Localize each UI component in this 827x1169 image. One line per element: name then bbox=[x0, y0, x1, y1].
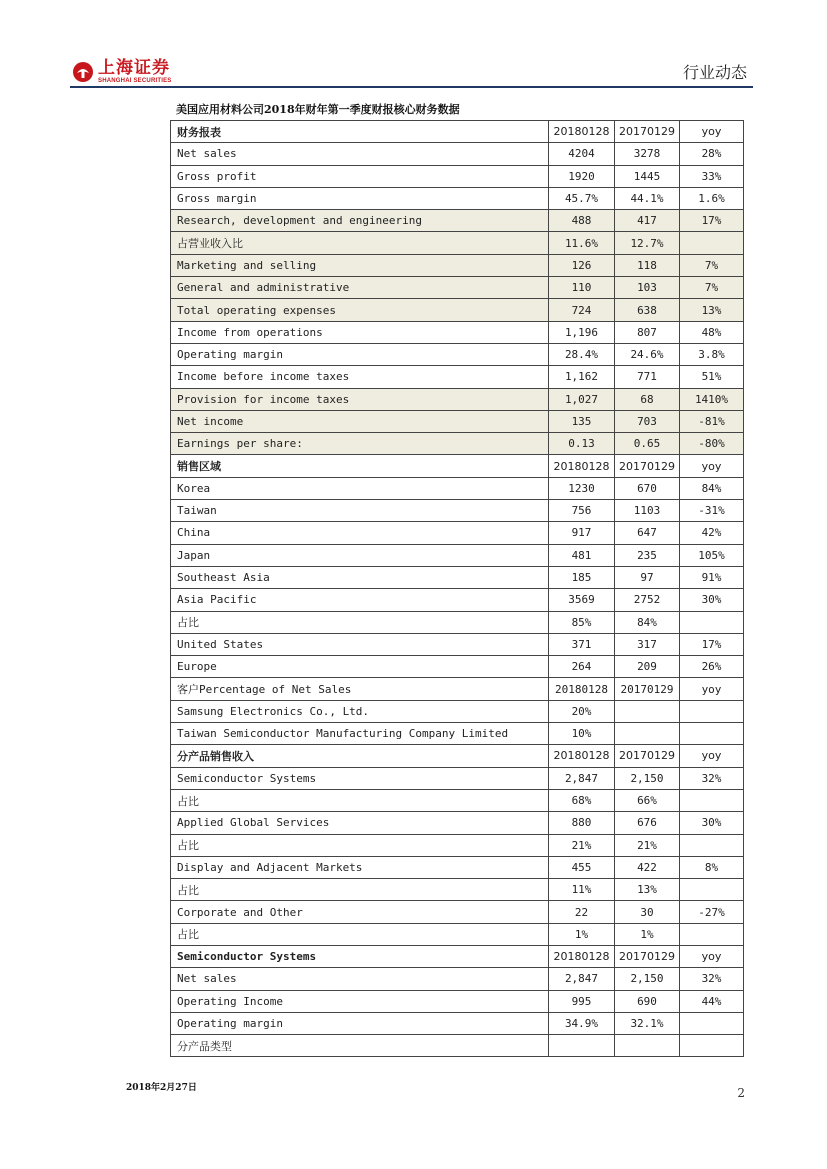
table-row bbox=[171, 633, 744, 655]
yoy-cell: 105% bbox=[680, 544, 744, 566]
table-row bbox=[171, 433, 744, 455]
label-cell: Korea bbox=[171, 477, 549, 499]
value-2017-cell: 807 bbox=[615, 321, 680, 343]
yoy-cell: -81% bbox=[680, 410, 744, 432]
yoy-cell: yoy bbox=[680, 121, 744, 143]
table-row bbox=[171, 789, 744, 811]
value-2018-cell: 11% bbox=[549, 879, 615, 901]
label-cell: Gross margin bbox=[171, 187, 549, 209]
yoy-cell: yoy bbox=[680, 945, 744, 967]
yoy-cell: 30% bbox=[680, 812, 744, 834]
yoy-cell bbox=[680, 232, 744, 254]
financial-data-table bbox=[170, 120, 744, 1057]
yoy-cell: 3.8% bbox=[680, 343, 744, 365]
value-2018-cell: 488 bbox=[549, 210, 615, 232]
label-cell: 占营业收入比 bbox=[171, 232, 549, 254]
label-cell: 占比 bbox=[171, 789, 549, 811]
value-2018-cell: 724 bbox=[549, 299, 615, 321]
value-2017-cell: 1445 bbox=[615, 165, 680, 187]
value-2017-cell: 417 bbox=[615, 210, 680, 232]
value-2018-cell: 1,027 bbox=[549, 388, 615, 410]
yoy-cell: 1410% bbox=[680, 388, 744, 410]
value-2018-cell: 880 bbox=[549, 812, 615, 834]
yoy-cell bbox=[680, 879, 744, 901]
table-row bbox=[171, 477, 744, 499]
value-2018-cell: 1,196 bbox=[549, 321, 615, 343]
value-2018-cell: 481 bbox=[549, 544, 615, 566]
value-2018-cell: 110 bbox=[549, 277, 615, 299]
value-2017-cell: 21% bbox=[615, 834, 680, 856]
value-2018-cell: 20180128 bbox=[549, 455, 615, 477]
table-row bbox=[171, 968, 744, 990]
label-cell: 分产品销售收入 bbox=[171, 745, 549, 767]
yoy-cell: -80% bbox=[680, 433, 744, 455]
value-2017-cell: 0.65 bbox=[615, 433, 680, 455]
value-2018-cell: 11.6% bbox=[549, 232, 615, 254]
table-row bbox=[171, 879, 744, 901]
label-cell: Applied Global Services bbox=[171, 812, 549, 834]
table-row bbox=[171, 611, 744, 633]
label-cell: Provision for income taxes bbox=[171, 388, 549, 410]
value-2017-cell: 235 bbox=[615, 544, 680, 566]
section-title: 行业动态 bbox=[682, 63, 747, 82]
value-2017-cell bbox=[615, 723, 680, 745]
value-2017-cell: 13% bbox=[615, 879, 680, 901]
value-2018-cell: 756 bbox=[549, 500, 615, 522]
yoy-cell: 17% bbox=[680, 633, 744, 655]
table-row bbox=[171, 165, 744, 187]
label-cell: Taiwan bbox=[171, 500, 549, 522]
table-row bbox=[171, 767, 744, 789]
table-row bbox=[171, 254, 744, 276]
table-row bbox=[171, 544, 744, 566]
label-cell: Gross profit bbox=[171, 165, 549, 187]
label-cell: Asia Pacific bbox=[171, 589, 549, 611]
label-cell: Operating Income bbox=[171, 990, 549, 1012]
value-2018-cell: 2,847 bbox=[549, 767, 615, 789]
label-cell: Income from operations bbox=[171, 321, 549, 343]
page-number: 2 bbox=[737, 1086, 745, 1100]
value-2018-cell: 135 bbox=[549, 410, 615, 432]
table-row bbox=[171, 210, 744, 232]
label-cell: Earnings per share: bbox=[171, 433, 549, 455]
yoy-cell: -31% bbox=[680, 500, 744, 522]
label-cell: Europe bbox=[171, 656, 549, 678]
label-cell: 占比 bbox=[171, 879, 549, 901]
value-2017-cell: 1% bbox=[615, 923, 680, 945]
yoy-cell: 84% bbox=[680, 477, 744, 499]
label-cell: China bbox=[171, 522, 549, 544]
table-row bbox=[171, 366, 744, 388]
table-row bbox=[171, 143, 744, 165]
label-cell: 销售区域 bbox=[171, 455, 549, 477]
table-row bbox=[171, 455, 744, 477]
value-2018-cell: 20180128 bbox=[549, 745, 615, 767]
value-2018-cell: 1230 bbox=[549, 477, 615, 499]
yoy-cell: 44% bbox=[680, 990, 744, 1012]
yoy-cell: 7% bbox=[680, 277, 744, 299]
label-cell: Semiconductor Systems bbox=[171, 767, 549, 789]
label-cell: Net sales bbox=[171, 143, 549, 165]
yoy-cell: -27% bbox=[680, 901, 744, 923]
table-row bbox=[171, 812, 744, 834]
yoy-cell: 51% bbox=[680, 366, 744, 388]
yoy-cell: 42% bbox=[680, 522, 744, 544]
report-date: 2018年2月27日 bbox=[126, 1083, 197, 1093]
value-2017-cell: 20170129 bbox=[615, 455, 680, 477]
yoy-cell: 26% bbox=[680, 656, 744, 678]
logo-emblem-icon bbox=[72, 61, 94, 83]
table-row bbox=[171, 1035, 744, 1057]
value-2018-cell: 21% bbox=[549, 834, 615, 856]
value-2018-cell: 1% bbox=[549, 923, 615, 945]
table-row bbox=[171, 700, 744, 722]
value-2018-cell: 68% bbox=[549, 789, 615, 811]
value-2018-cell: 3569 bbox=[549, 589, 615, 611]
yoy-cell bbox=[680, 611, 744, 633]
value-2017-cell: 68 bbox=[615, 388, 680, 410]
value-2018-cell: 371 bbox=[549, 633, 615, 655]
label-cell: Net income bbox=[171, 410, 549, 432]
value-2018-cell: 85% bbox=[549, 611, 615, 633]
value-2017-cell: 24.6% bbox=[615, 343, 680, 365]
table-row bbox=[171, 656, 744, 678]
label-cell: Semiconductor Systems bbox=[171, 945, 549, 967]
label-cell: Net sales bbox=[171, 968, 549, 990]
value-2018-cell: 1920 bbox=[549, 165, 615, 187]
table-row bbox=[171, 1012, 744, 1034]
value-2018-cell: 917 bbox=[549, 522, 615, 544]
company-logo bbox=[72, 60, 171, 84]
yoy-cell: 33% bbox=[680, 165, 744, 187]
label-cell: Taiwan Semiconductor Manufacturing Company Limited bbox=[171, 723, 549, 745]
value-2017-cell: 2,150 bbox=[615, 767, 680, 789]
value-2017-cell: 32.1% bbox=[615, 1012, 680, 1034]
table-row bbox=[171, 343, 744, 365]
table-row bbox=[171, 566, 744, 588]
value-2017-cell: 670 bbox=[615, 477, 680, 499]
value-2018-cell: 45.7% bbox=[549, 187, 615, 209]
value-2018-cell: 995 bbox=[549, 990, 615, 1012]
value-2017-cell: 2,150 bbox=[615, 968, 680, 990]
value-2017-cell: 422 bbox=[615, 856, 680, 878]
yoy-cell: 8% bbox=[680, 856, 744, 878]
value-2017-cell: 209 bbox=[615, 656, 680, 678]
label-cell: Research, development and engineering bbox=[171, 210, 549, 232]
yoy-cell: yoy bbox=[680, 745, 744, 767]
table-row bbox=[171, 187, 744, 209]
table-row bbox=[171, 388, 744, 410]
label-cell: Operating margin bbox=[171, 343, 549, 365]
table-row bbox=[171, 500, 744, 522]
value-2018-cell: 126 bbox=[549, 254, 615, 276]
label-cell: Income before income taxes bbox=[171, 366, 549, 388]
label-cell: Japan bbox=[171, 544, 549, 566]
table-row bbox=[171, 410, 744, 432]
table-row bbox=[171, 723, 744, 745]
label-cell: Corporate and Other bbox=[171, 901, 549, 923]
label-cell: Marketing and selling bbox=[171, 254, 549, 276]
value-2017-cell: 30 bbox=[615, 901, 680, 923]
table-row bbox=[171, 923, 744, 945]
value-2018-cell bbox=[549, 1035, 615, 1057]
value-2017-cell: 638 bbox=[615, 299, 680, 321]
value-2017-cell: 20170129 bbox=[615, 678, 680, 700]
yoy-cell bbox=[680, 834, 744, 856]
label-cell: 占比 bbox=[171, 834, 549, 856]
label-cell: Display and Adjacent Markets bbox=[171, 856, 549, 878]
value-2018-cell: 455 bbox=[549, 856, 615, 878]
value-2017-cell: 118 bbox=[615, 254, 680, 276]
value-2017-cell: 647 bbox=[615, 522, 680, 544]
value-2018-cell: 264 bbox=[549, 656, 615, 678]
value-2018-cell: 28.4% bbox=[549, 343, 615, 365]
header-divider bbox=[70, 86, 753, 88]
value-2018-cell: 20180128 bbox=[549, 121, 615, 143]
label-cell: Samsung Electronics Co., Ltd. bbox=[171, 700, 549, 722]
label-cell: General and administrative bbox=[171, 277, 549, 299]
value-2018-cell: 2,847 bbox=[549, 968, 615, 990]
yoy-cell: 30% bbox=[680, 589, 744, 611]
yoy-cell: yoy bbox=[680, 678, 744, 700]
value-2017-cell: 20170129 bbox=[615, 121, 680, 143]
table-row bbox=[171, 990, 744, 1012]
value-2017-cell: 20170129 bbox=[615, 745, 680, 767]
yoy-cell: yoy bbox=[680, 455, 744, 477]
label-cell: 财务报表 bbox=[171, 121, 549, 143]
table-row bbox=[171, 745, 744, 767]
value-2018-cell: 20% bbox=[549, 700, 615, 722]
table-row bbox=[171, 589, 744, 611]
table-row bbox=[171, 901, 744, 923]
value-2018-cell: 20180128 bbox=[549, 678, 615, 700]
value-2018-cell: 22 bbox=[549, 901, 615, 923]
label-cell: Southeast Asia bbox=[171, 566, 549, 588]
yoy-cell bbox=[680, 1012, 744, 1034]
label-cell: Total operating expenses bbox=[171, 299, 549, 321]
yoy-cell: 28% bbox=[680, 143, 744, 165]
value-2017-cell bbox=[615, 700, 680, 722]
table-row bbox=[171, 856, 744, 878]
value-2018-cell: 0.13 bbox=[549, 433, 615, 455]
label-cell: 分产品类型 bbox=[171, 1035, 549, 1057]
yoy-cell bbox=[680, 1035, 744, 1057]
value-2017-cell: 20170129 bbox=[615, 945, 680, 967]
yoy-cell bbox=[680, 789, 744, 811]
yoy-cell: 91% bbox=[680, 566, 744, 588]
logo-en-text: SHANGHAI SECURITIES bbox=[98, 78, 172, 84]
value-2018-cell: 10% bbox=[549, 723, 615, 745]
value-2018-cell: 20180128 bbox=[549, 945, 615, 967]
label-cell: United States bbox=[171, 633, 549, 655]
table-row bbox=[171, 299, 744, 321]
value-2018-cell: 185 bbox=[549, 566, 615, 588]
logo-cn-text: 上海证券 bbox=[98, 58, 170, 78]
value-2017-cell: 2752 bbox=[615, 589, 680, 611]
yoy-cell: 32% bbox=[680, 968, 744, 990]
table-row bbox=[171, 678, 744, 700]
table-row bbox=[171, 321, 744, 343]
value-2017-cell: 12.7% bbox=[615, 232, 680, 254]
value-2017-cell: 690 bbox=[615, 990, 680, 1012]
table-row bbox=[171, 232, 744, 254]
yoy-cell bbox=[680, 700, 744, 722]
label-cell: 占比 bbox=[171, 611, 549, 633]
table-body bbox=[171, 121, 744, 1057]
yoy-cell: 1.6% bbox=[680, 187, 744, 209]
value-2017-cell: 703 bbox=[615, 410, 680, 432]
yoy-cell bbox=[680, 923, 744, 945]
table-row bbox=[171, 834, 744, 856]
value-2017-cell: 771 bbox=[615, 366, 680, 388]
table-row bbox=[171, 522, 744, 544]
table-row bbox=[171, 121, 744, 143]
label-cell: 占比 bbox=[171, 923, 549, 945]
table-row bbox=[171, 277, 744, 299]
table-row bbox=[171, 945, 744, 967]
value-2017-cell: 317 bbox=[615, 633, 680, 655]
yoy-cell: 13% bbox=[680, 299, 744, 321]
value-2017-cell: 44.1% bbox=[615, 187, 680, 209]
yoy-cell bbox=[680, 723, 744, 745]
value-2018-cell: 34.9% bbox=[549, 1012, 615, 1034]
yoy-cell: 7% bbox=[680, 254, 744, 276]
value-2017-cell: 97 bbox=[615, 566, 680, 588]
value-2017-cell: 103 bbox=[615, 277, 680, 299]
label-cell: Operating margin bbox=[171, 1012, 549, 1034]
value-2017-cell: 3278 bbox=[615, 143, 680, 165]
yoy-cell: 17% bbox=[680, 210, 744, 232]
yoy-cell: 32% bbox=[680, 767, 744, 789]
value-2017-cell: 1103 bbox=[615, 500, 680, 522]
value-2017-cell bbox=[615, 1035, 680, 1057]
value-2017-cell: 66% bbox=[615, 789, 680, 811]
value-2017-cell: 676 bbox=[615, 812, 680, 834]
table-caption: 美国应用材料公司2018年财年第一季度财报核心财务数据 bbox=[176, 103, 460, 116]
value-2018-cell: 4204 bbox=[549, 143, 615, 165]
value-2018-cell: 1,162 bbox=[549, 366, 615, 388]
yoy-cell: 48% bbox=[680, 321, 744, 343]
label-cell: 客户Percentage of Net Sales bbox=[171, 678, 549, 700]
value-2017-cell: 84% bbox=[615, 611, 680, 633]
